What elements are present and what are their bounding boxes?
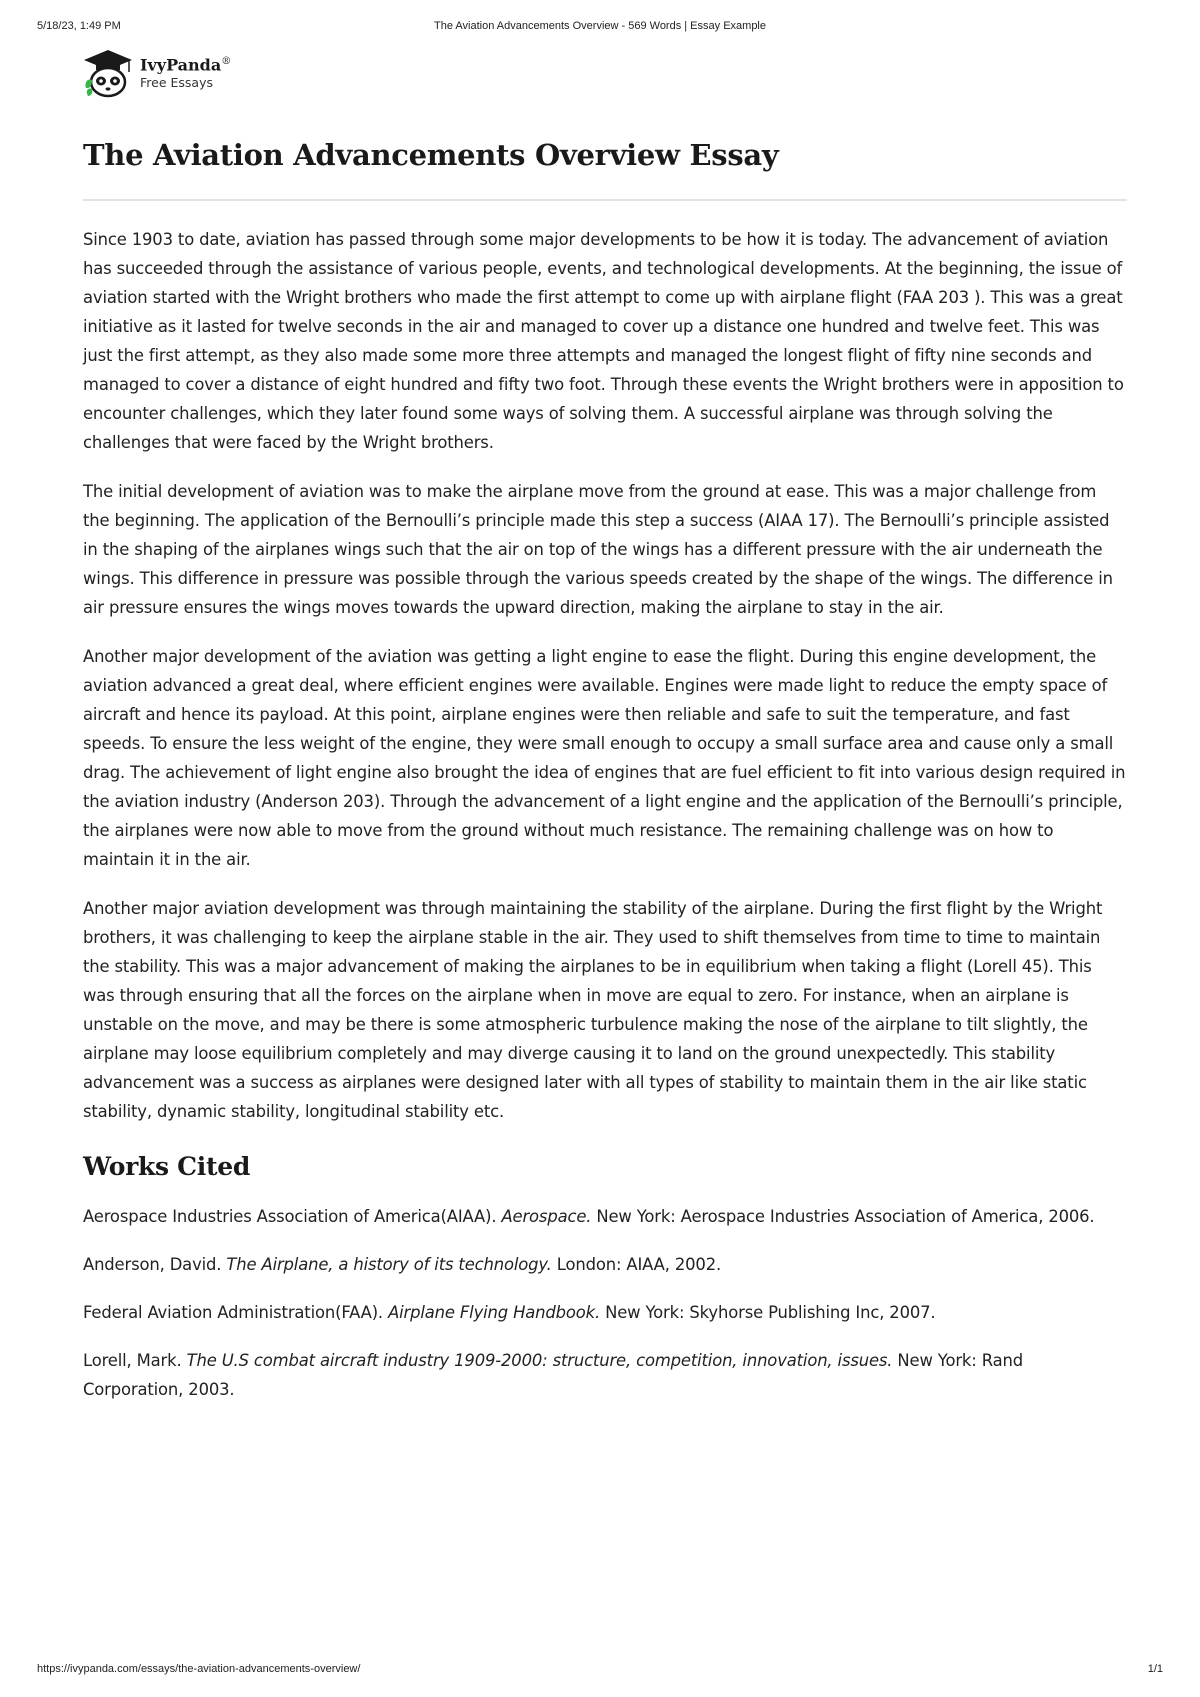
paragraph: The initial development of aviation was to make the airplane move from the ground at ease. This was a major challenge from the beginning. The application of the Bernoulli’s principle made this step a success (AIAA 17). The Bernoulli’s principle assisted in the shaping of the airplanes wings such that the air on top of the wings has a different pressure with the air underneath the wings. This difference in pressure was possible through the various speeds created by the shape of the wings. The difference in air pressure ensures the wings moves towards the upward direction, making the airplane to stay in the air. xyxy=(83,481,1113,617)
essay-content xyxy=(83,130,1127,1423)
citation-entry: Anderson, David. The Airplane, a history of its technology. London: AIAA, 2002. xyxy=(83,1254,722,1274)
title-divider xyxy=(83,199,1127,201)
essay-title: The Aviation Advancements Overview Essay xyxy=(83,138,779,172)
print-header xyxy=(37,20,1163,36)
logo-subtitle: Free Essays xyxy=(140,74,213,90)
print-page-title: The Aviation Advancements Overview - 569 Words | Essay Example xyxy=(434,20,766,32)
paragraph: Another major development of the aviation was getting a light engine to ease the flight. During this engine development, the aviation advanced a great deal, where efficient engines were available. Engines were made light to reduce the empty space of aircraft and hence its payload. At this point, airplane engines were then reliable and safe to suit the temperature, and fast speeds. To ensure the less weight of the engine, they were small enough to occupy a small surface area and cause only a small drag. The achievement of light engine also brought the idea of engines that are fuel efficient to fit into various design required in the aviation industry (Anderson 203). Through the advancement of a light engine and the application of the Bernoulli’s principle, the airplanes were now able to move from the ground without much resistance. The remaining challenge was on how to maintain it in the air. xyxy=(83,646,1126,869)
panda-graduation-cap-icon xyxy=(82,48,134,98)
print-datetime: 5/18/23, 1:49 PM xyxy=(37,20,121,32)
paragraph: Another major aviation development was through maintaining the stability of the airplane. During the first flight by the Wright brothers, it was challenging to keep the airplane stable in the air. They used to shift themselves from time to time to maintain the stability. This was a major advancement of making the airplanes to be in equilibrium when taking a flight (Lorell 45). This was through ensuring that all the forces on the airplane when in move are equal to zero. For instance, when an airplane is unstable on the move, and may be there is some atmospheric turbulence making the nose of the airplane to tilt slightly, the airplane may loose equilibrium completely and may diverge causing it to land on the ground unexpectedly. This stability advancement was a success as airplanes were designed later with all types of stability to maintain them in the air like static stability, dynamic stability, longitudinal stability etc. xyxy=(83,898,1103,1121)
citation-entry: Federal Aviation Administration(FAA). Airplane Flying Handbook. New York: Skyhorse Publishing Inc, 2007. xyxy=(83,1302,936,1322)
paragraph: Since 1903 to date, aviation has passed through some major developments to be how it is today. The advancement of aviation has succeeded through the assistance of various people, events, and technological developments. At the beginning, the issue of aviation started with the Wright brothers who made the first attempt to come up with airplane flight (FAA 203 ). This was a great initiative as it lasted for twelve seconds in the air and managed to cover up a distance one hundred and twelve feet. This was just the first attempt, as they also made some more three attempts and managed the longest flight of fifty nine seconds and managed to cover a distance of eight hundred and fifty two foot. Through these events the Wright brothers were in apposition to encounter challenges, which they later found some ways of solving them. A successful airplane was through solving the challenges that were faced by the Wright brothers. xyxy=(83,229,1124,452)
ivypanda-logo[interactable] xyxy=(82,48,231,98)
page-url[interactable]: https://ivypanda.com/essays/the-aviation-advancements-overview/ xyxy=(37,1663,361,1675)
works-cited-list xyxy=(83,1202,1127,1404)
essay-body xyxy=(83,225,1127,1126)
logo-brand: IvyPanda® xyxy=(140,54,232,74)
works-cited-heading: Works Cited xyxy=(83,1151,251,1181)
citation-entry: Aerospace Industries Association of America(AIAA). Aerospace. New York: Aerospace Industries Association of America, 2006. xyxy=(83,1206,1095,1226)
page-number: 1/1 xyxy=(1147,1663,1163,1675)
print-footer xyxy=(37,1663,1163,1679)
citation-entry: Lorell, Mark. The U.S combat aircraft industry 1909-2000: structure, competition, innovation, issues. New York: Rand Corporation, 2003. xyxy=(83,1350,1023,1399)
